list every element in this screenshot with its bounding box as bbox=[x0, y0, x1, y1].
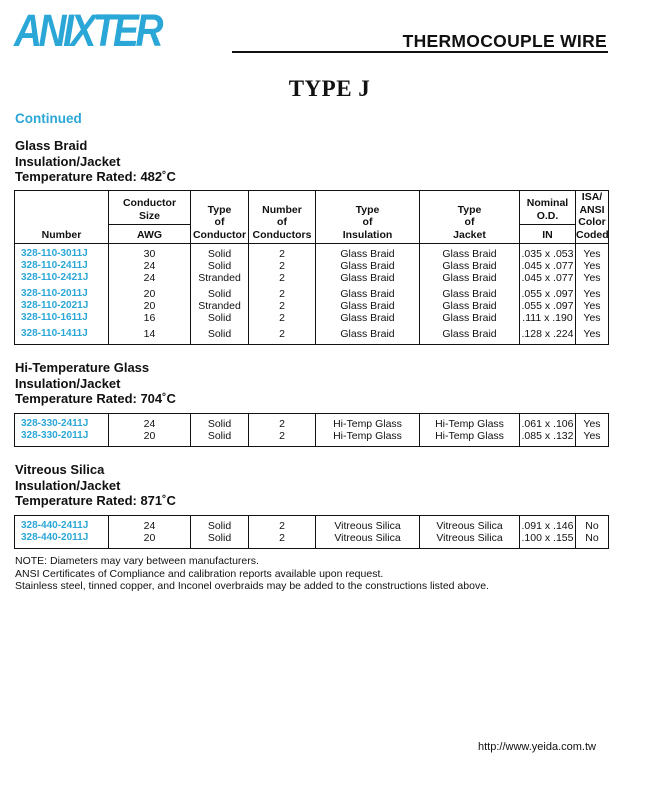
col-type-of-insulation: Type of Insulation bbox=[316, 191, 420, 244]
table-row: 328-330-2011J 20 Solid 2 Hi-Temp Glass Hi-Temp Glass .085 x .132 Yes bbox=[15, 430, 609, 442]
vitreous-silica-table bbox=[14, 515, 609, 549]
notes bbox=[15, 555, 489, 593]
table-row: 328-440-2011J 20 Solid 2 Vitreous Silica Vitreous Silica .100 x .155 No bbox=[15, 532, 609, 544]
table-row: 328-330-2411J 24 Solid 2 Hi-Temp Glass Hi-Temp Glass .061 x .106 Yes bbox=[15, 418, 609, 430]
section-title-glass-braid: Glass Braid Insulation/Jacket Temperature Rated: 482˚C bbox=[15, 138, 176, 184]
col-type-of-jacket: Type of Jacket bbox=[420, 191, 520, 244]
col-awg: AWG bbox=[109, 225, 191, 244]
table-row: 328-110-2011J 20 Solid 2 Glass Braid Glass Braid .055 x .097 Yes bbox=[15, 288, 609, 300]
col-number: Number bbox=[15, 191, 109, 244]
hi-temp-glass-table bbox=[14, 413, 609, 447]
table-header-row bbox=[15, 191, 609, 225]
doc-title: TYPE J bbox=[288, 76, 371, 101]
table-row: 328-110-2421J 24 Stranded 2 Glass Braid Glass Braid .045 x .077 Yes bbox=[15, 272, 609, 284]
table-row: 328-110-2411J 24 Solid 2 Glass Braid Glass Braid .045 x .077 Yes bbox=[15, 260, 609, 272]
note-line: ANSI Certificates of Compliance and calibration reports available upon request. bbox=[15, 567, 384, 580]
note-line: NOTE: Diameters may vary between manufacturers. bbox=[15, 555, 259, 567]
col-number-of-conductors: Number of Conductors bbox=[249, 191, 316, 244]
col-isa-ansi: ISA/ ANSI Color Coded bbox=[576, 191, 609, 244]
logo-text: ANIXTER bbox=[13, 5, 164, 56]
section-title-vitreous-silica: Vitreous Silica Insulation/Jacket Temperature Rated: 871˚C bbox=[15, 462, 176, 508]
table-row: 328-110-1411J 14 Solid 2 Glass Braid Glass Braid .128 x .224 Yes bbox=[15, 328, 609, 340]
table-row: 328-110-1611J 16 Solid 2 Glass Braid Glass Braid .111 x .190 Yes bbox=[15, 312, 609, 324]
glass-braid-table bbox=[14, 190, 609, 345]
col-nominal-od: Nominal O.D. bbox=[520, 191, 576, 225]
table-row: 328-110-2021J 20 Stranded 2 Glass Braid Glass Braid .055 x .097 Yes bbox=[15, 300, 609, 312]
continued-label: Continued bbox=[15, 111, 82, 126]
footer-url[interactable]: http://www.yeida.com.tw bbox=[478, 741, 596, 753]
header-rule bbox=[232, 51, 608, 53]
col-conductor-size: Conductor Size bbox=[109, 191, 191, 225]
anixter-logo bbox=[13, 5, 164, 56]
note-line: Stainless steel, tinned copper, and Inconel overbraids may be added to the constructions listed above. bbox=[15, 580, 489, 592]
col-in: IN bbox=[520, 225, 576, 244]
header-title: THERMOCOUPLE WIRE bbox=[402, 31, 607, 51]
col-type-of-conductor: Type of Conductor bbox=[191, 191, 249, 244]
table-row: 328-440-2411J 24 Solid 2 Vitreous Silica Vitreous Silica .091 x .146 No bbox=[15, 520, 609, 532]
table-row: 328-110-3011J 30 Solid 2 Glass Braid Glass Braid .035 x .053 Yes bbox=[15, 248, 609, 260]
section-title-hi-temp-glass: Hi-Temperature Glass Insulation/Jacket Temperature Rated: 704˚C bbox=[15, 360, 176, 406]
